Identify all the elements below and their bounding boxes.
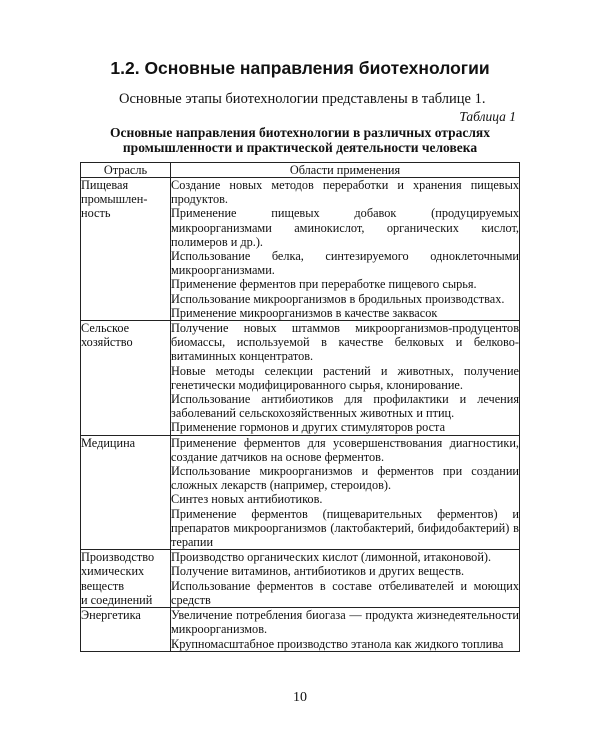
sector-line: Производство (81, 550, 155, 565)
intro-text: Основные этапы биотехнологии представлены в таблице 1. (119, 91, 486, 107)
page-number: 10 (293, 690, 307, 705)
header-applications: Области применения (171, 163, 520, 178)
sector-line: химических (81, 564, 145, 579)
sector-line: промышлен- (81, 192, 148, 207)
application-item: Применение ферментов (пищеварительных ферментов) и препаратов микроорганизмов (лактобактерий, бифидобактерий) в терапии (171, 506, 519, 550)
biotech-table (80, 162, 520, 652)
application-item: Получение витаминов, антибиотиков и других веществ. (171, 564, 465, 579)
application-item: Применение пищевых добавок (продуцируемых микроорганизмами аминокислот, органических кислот, полимеров и др.). (171, 206, 519, 249)
application-item: Применение микроорганизмов в качестве заквасок (171, 305, 438, 320)
sector-line: Энергетика (81, 608, 141, 623)
application-item: Новые методы селекции растений и животных, получение генетически модифицированного сырья, клонирование. (171, 363, 519, 392)
application-item: Производство органических кислот (лимонной, итаконовой). (171, 550, 492, 565)
application-item: Использование белка, синтезируемого одноклеточными микроорганизмами. (171, 249, 519, 278)
sector-line: хозяйство (81, 335, 133, 350)
table-row-chemistry (81, 550, 520, 608)
table-row-agriculture (81, 321, 520, 436)
sector-cell (81, 608, 171, 652)
table-row-energy (81, 608, 520, 652)
application-item: Использование микроорганизмов и ферментов при создании сложных лекарств (например, стероидов). (171, 464, 519, 493)
sector-cell (81, 321, 171, 436)
application-item: Крупномасштабное производство этанола как жидкого топлива (171, 636, 504, 651)
application-item: Синтез новых антибиотиков. (171, 492, 323, 507)
sector-line: Сельское (81, 321, 130, 336)
table-title (80, 125, 520, 155)
application-item: Создание новых методов переработки и хранения пищевых продуктов. (171, 178, 519, 207)
section-heading: 1.2. Основные направления биотехнологии (110, 58, 490, 78)
table-label: Таблица 1 (459, 109, 516, 124)
application-item: Использование ферментов в составе отбеливателей и моющих средств (171, 578, 519, 607)
sector-line: Пищевая (81, 178, 129, 192)
application-item: Применение ферментов для усовершенствования диагностики, создание датчиков на основе ферментов. (171, 435, 519, 464)
sector-cell (81, 550, 171, 608)
applications-cell (171, 178, 520, 321)
sector-line: Медицина (81, 435, 136, 450)
applications-cell (171, 550, 520, 608)
applications-cell (171, 321, 520, 436)
table-row-medicine (81, 435, 520, 550)
application-item: Использование антибиотиков для профилактики и лечения заболеваний сельскохозяйственных животных и птиц. (171, 392, 519, 421)
sector-line: ность (81, 206, 111, 221)
application-item: Применение гормонов и других стимуляторов роста (171, 420, 446, 435)
application-item: Применение ферментов при переработке пищевого сырья. (171, 277, 477, 292)
application-item: Увеличение потребления биогаза — продукта жизнедеятельности микроорганизмов. (171, 608, 519, 637)
sector-cell (81, 178, 171, 321)
applications-cell (171, 435, 520, 550)
table-header-row (81, 163, 520, 178)
header-sector: Отрасль (81, 163, 171, 178)
table-title-line-2: промышленности и практической деятельности человека (122, 140, 478, 155)
table-title-line-1: Основные направления биотехнологии в различных отраслях (110, 125, 490, 140)
sector-line: и соединений (81, 592, 153, 607)
table-row-food (81, 178, 520, 321)
sector-cell (81, 435, 171, 550)
sector-line: веществ (81, 578, 125, 593)
applications-cell (171, 608, 520, 652)
application-item: Получение новых штаммов микроорганизмов-продуцентов биомассы, используемой в качестве белковых и белково-витаминных концентратов. (171, 321, 519, 364)
application-item: Использование микроорганизмов в бродильных производствах. (171, 291, 505, 306)
